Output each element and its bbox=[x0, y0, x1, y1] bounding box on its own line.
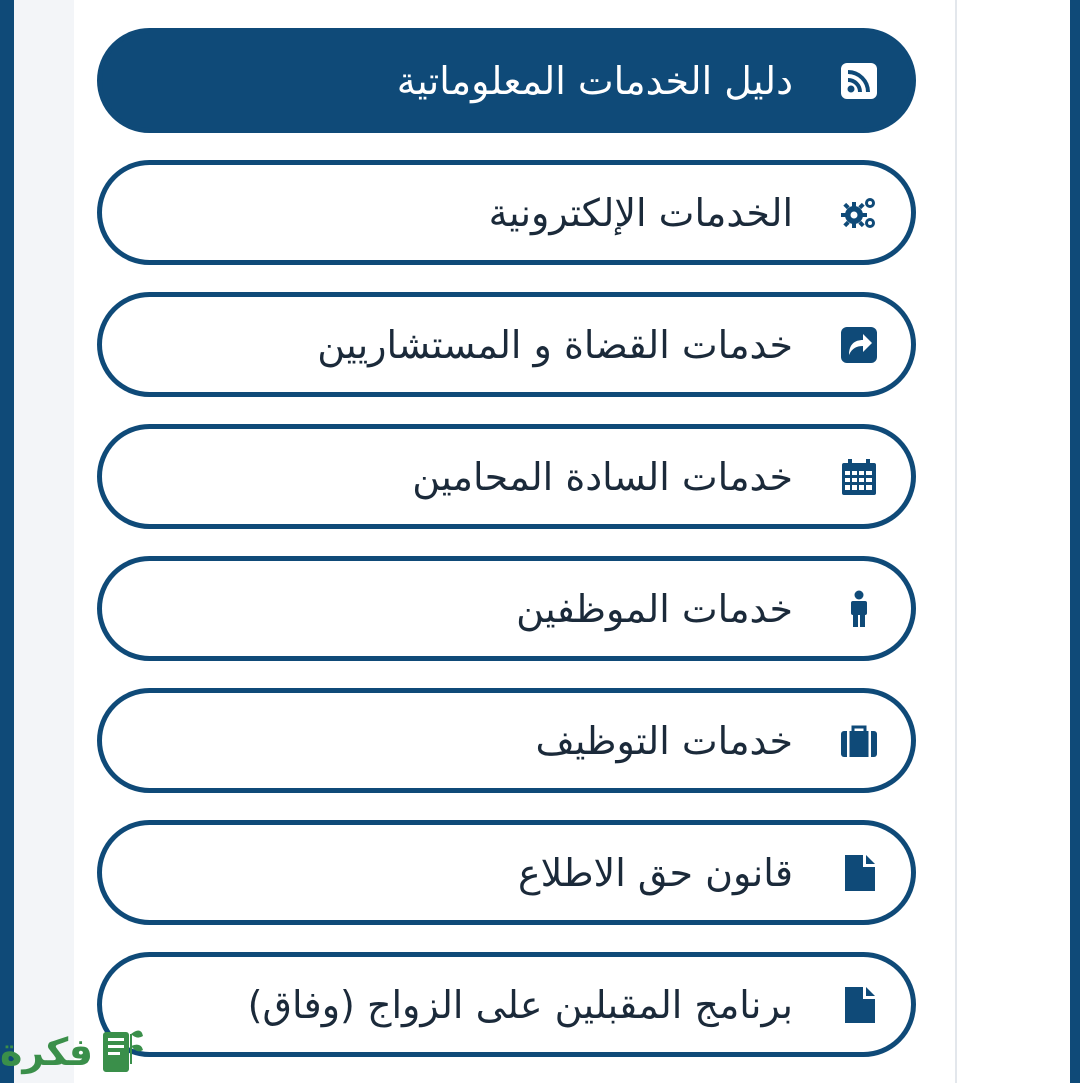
right-frame-border bbox=[1070, 0, 1080, 1083]
menu-item-judges-services[interactable] bbox=[97, 292, 916, 397]
left-gutter bbox=[14, 0, 74, 1083]
menu-item-recruitment-services[interactable] bbox=[97, 688, 916, 793]
left-frame-border bbox=[0, 0, 14, 1083]
share-arrow-icon bbox=[837, 323, 881, 367]
menu-item-lawyers-services[interactable] bbox=[97, 424, 916, 529]
menu-item-label: برنامج المقبلين على الزواج (وفاق) bbox=[247, 982, 793, 1027]
menu-item-label: خدمات القضاة و المستشاريين bbox=[317, 322, 793, 367]
gears-icon bbox=[837, 191, 881, 235]
menu-item-access-right-law[interactable] bbox=[97, 820, 916, 925]
menu-item-electronic-services[interactable] bbox=[97, 160, 916, 265]
menu-item-label: خدمات التوظيف bbox=[535, 718, 793, 763]
content-divider bbox=[955, 0, 957, 1083]
menu-item-marriage-program[interactable] bbox=[97, 952, 916, 1057]
menu-item-label: خدمات السادة المحامين bbox=[412, 454, 793, 499]
calendar-icon bbox=[837, 455, 881, 499]
document-icon bbox=[837, 851, 881, 895]
watermark bbox=[0, 1020, 160, 1083]
menu-item-label: خدمات الموظفين bbox=[516, 586, 793, 631]
menu-item-label: دليل الخدمات المعلوماتية bbox=[396, 58, 793, 103]
rss-icon bbox=[837, 59, 881, 103]
book-logo-icon bbox=[97, 1024, 147, 1080]
menu-item-label: الخدمات الإلكترونية bbox=[488, 190, 793, 235]
briefcase-icon bbox=[837, 719, 881, 763]
person-icon bbox=[837, 587, 881, 631]
services-menu bbox=[97, 28, 916, 1057]
menu-item-label: قانون حق الاطلاع bbox=[517, 850, 793, 895]
document-icon bbox=[837, 983, 881, 1027]
menu-item-information-services-guide[interactable] bbox=[97, 28, 916, 133]
watermark-text: فكرة bbox=[0, 1029, 94, 1074]
menu-item-employees-services[interactable] bbox=[97, 556, 916, 661]
